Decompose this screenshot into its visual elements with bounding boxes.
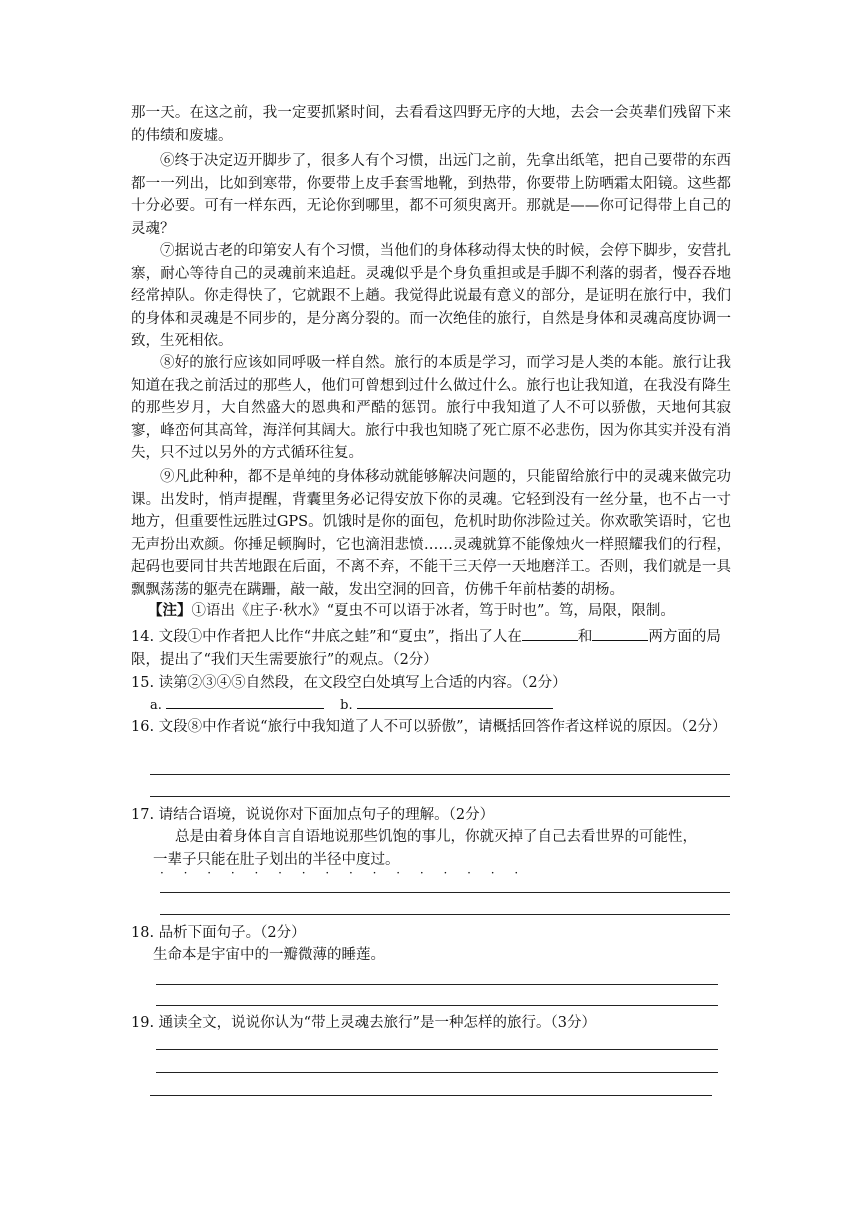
- q15-answer-row: [150, 694, 750, 718]
- question-15: 15. 读第②③④⑤自然段，在文段空白处填写上合适的内容。（2分）: [131, 675, 567, 691]
- question-14: [131, 626, 731, 671]
- annotation-note: [148, 600, 738, 623]
- q16-answer-line-1[interactable]: [150, 774, 730, 775]
- note-text: ①语出《庄子·秋水》“夏虫不可以语于冰者，笃于时也”。笃，局限，限制。: [191, 603, 675, 619]
- q18-answer-line-2[interactable]: [156, 1005, 718, 1006]
- q19-answer-line-3[interactable]: [150, 1095, 712, 1096]
- para-8: ⑧好的旅行应该如同呼吸一样自然。旅行的本质是学习，而学习是人类的本能。旅行让我知道在我之前活过的那些人，他们可曾想到过什么做过什么。旅行也让我知道，在我没有降生的那些岁月，大自然盛大的恩典和严酷的惩罚。旅行中我知道了人不可以骄傲，天地何其寂寥，峰峦何其高耸，海洋何其阔大。旅行中我也知晓了死亡原不必悲伤，因为你其实并没有消失，只不过以另外的方式循环往复。: [131, 355, 731, 462]
- question-19: 19. 通读全文，说说你认为“带上灵魂去旅行”是一种怎样的旅行。（3分）: [131, 1015, 596, 1031]
- emphasis-dots: · · · · · · · · · · · · · · · ·: [160, 866, 527, 880]
- q17-quote-line-1: 总是由着身体自言自语地说那些饥饱的事儿，你就灭掉了自己去看世界的可能性，: [175, 829, 697, 845]
- q14-blank-2[interactable]: [592, 626, 648, 641]
- question-16: 16. 文段⑧中作者说“旅行中我知道了人不可以骄傲”，请概括回答作者这样说的原因。（2分）: [131, 719, 727, 735]
- q15-label-a: a.: [150, 698, 162, 713]
- q19-answer-line-1[interactable]: [156, 1049, 718, 1050]
- question-18: 18. 品析下面句子。（2分）: [131, 925, 306, 941]
- q19-answer-line-2[interactable]: [156, 1072, 718, 1073]
- q14-text-c: 两方面的局限，提出了“我们天生需要旅行”的观点。（2分）: [131, 629, 721, 668]
- question-17: 17. 请结合语境，说说你对下面加点句子的理解。（2分）: [131, 807, 495, 823]
- q15-answer-b[interactable]: [357, 694, 553, 709]
- q16-answer-line-2[interactable]: [150, 796, 730, 797]
- q15-label-b: b.: [340, 698, 353, 713]
- q17-quote-line-2: 一辈子只能在肚子划出的半径中度过。: [153, 851, 400, 868]
- note-label: 【注】: [148, 602, 192, 619]
- para-6: ⑥终于决定迈开脚步了，很多人有个习惯，出远门之前，先拿出纸笔，把自己要带的东西都一一列出，比如到寒带，你要带上皮手套雪地靴，到热带，你要带上防晒霜太阳镜。这些都十分必要。可有一样东西，无论你到哪里，都不可须臾离开。那就是——你可记得带上自己的灵魂？: [131, 153, 731, 237]
- para-7: ⑦据说古老的印第安人有个习惯，当他们的身体移动得太快的时候，会停下脚步，安营扎寨，耐心等待自己的灵魂前来追赶。灵魂似乎是个身负重担或是手脚不利落的弱者，慢吞吞地经常掉队。你走得快了，它就跟不上趟。我觉得此说最有意义的部分，是证明在旅行中，我们的身体和灵魂是不同步的，是分离分裂的。而一次绝佳的旅行，自然是身体和灵魂高度协调一致，生死相依。: [131, 243, 731, 350]
- q15-answer-a[interactable]: [166, 694, 324, 709]
- q14-blank-1[interactable]: [522, 626, 578, 641]
- q18-answer-line-1[interactable]: [156, 984, 718, 985]
- para-9: ⑨凡此种种，都不是单纯的身体移动就能够解决问题的，只能留给旅行中的灵魂来做完功课。出发时，悄声提醒，背囊里务必记得安放下你的灵魂。它轻到没有一丝分量，也不占一寸地方，但重要性远胜过GPS。饥饿时是你的面包，危机时助你涉险过关。你欢歌笑语时，它也无声扮出欢颜。你捶足顿胸时，它也滴泪悲愤……灵魂就算不能像烛火一样照耀我们的行程，起码也要同甘共苦地跟在后面，不离不弃，不能干三天停一天地磨洋工。否则，我们就是一具飘飘荡荡的躯壳在蹒跚，敲一敲，发出空洞的回音，仿佛千年前枯萎的胡杨。: [131, 469, 731, 598]
- q17-answer-line-2[interactable]: [160, 914, 730, 915]
- q14-text-b: 和: [577, 629, 593, 645]
- q17-quote: [131, 826, 731, 871]
- q17-answer-line-1[interactable]: [160, 892, 730, 893]
- q14-text-a: 14. 文段①中作者把人比作“井底之蛙”和“夏虫”，指出了人在: [131, 629, 522, 645]
- q18-sentence: 生命本是宇宙中的一瓣微薄的睡莲。: [153, 947, 385, 963]
- para-5-continued: 那一天。在这之前，我一定要抓紧时间，去看看这四野无序的大地，去会一会英辈们残留下来的伟绩和废墟。: [131, 105, 731, 144]
